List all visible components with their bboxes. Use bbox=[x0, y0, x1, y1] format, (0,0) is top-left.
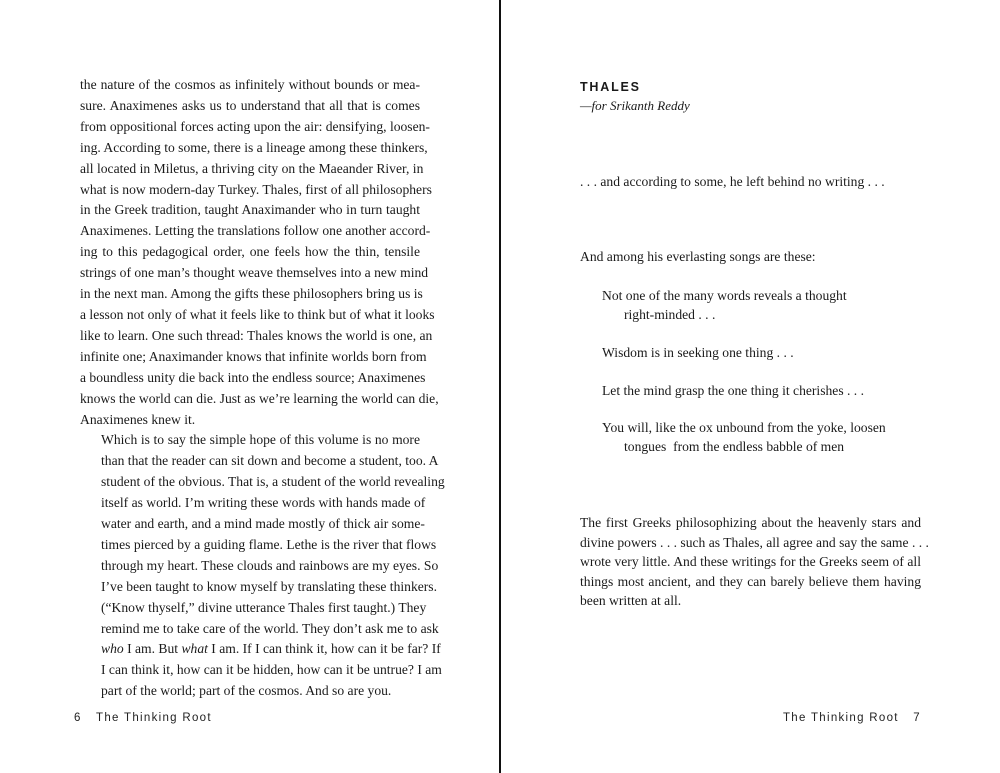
essay-body bbox=[80, 75, 445, 702]
song-2: Wisdom is in seeking one thing . . . bbox=[602, 345, 794, 360]
paragraph-2 bbox=[80, 430, 445, 702]
song-1-line-2: right-minded . . . bbox=[624, 307, 716, 322]
page-number: 6 bbox=[74, 712, 82, 724]
closing-paragraph bbox=[580, 513, 929, 611]
running-title: The Thinking Root bbox=[96, 712, 212, 724]
epigraph: . . . and according to some, he left behind no writing . . . bbox=[580, 174, 885, 189]
dedication: —for Srikanth Reddy bbox=[580, 98, 690, 113]
folio-left bbox=[64, 712, 212, 724]
paragraph-1 bbox=[80, 75, 439, 430]
folio-right bbox=[783, 712, 921, 724]
text-line: Which is to say the simple hope of this volume is no more bbox=[101, 432, 420, 448]
right-page bbox=[501, 0, 1000, 773]
text-line: knows the world can die. Just as we’re learning the world can die, bbox=[80, 390, 439, 406]
text-line: divine powers . . . such as Thales, all agree and say the same . . . bbox=[580, 534, 929, 550]
text-line: been written at all. bbox=[580, 593, 682, 608]
text-line: in the Greek tradition, taught Anaximander who in turn taught bbox=[80, 202, 420, 218]
text-line: the nature of the cosmos as infinitely without bounds or mea- bbox=[80, 77, 420, 92]
song-4-line-1: You will, like the ox unbound from the yoke, loosen bbox=[602, 420, 886, 435]
text-line: like to learn. One such thread: Thales knows the world is one, an bbox=[80, 327, 433, 343]
page-number: 7 bbox=[913, 712, 921, 724]
song-3: Let the mind grasp the one thing it cherishes . . . bbox=[602, 383, 864, 398]
text-line: (“Know thyself,” divine utterance Thales first taught.) They bbox=[101, 599, 427, 615]
text-line: all located in Miletus, a thriving city on the Maeander River, in bbox=[80, 160, 424, 176]
text-line-italic: who I am. But what I am. If I can think it, how can it be far? If bbox=[101, 641, 441, 657]
running-title: The Thinking Root bbox=[782, 712, 899, 724]
text-line: sure. Anaximenes asks us to understand that all that is comes bbox=[80, 97, 420, 113]
text-line: I’ve been taught to know myself by translating these thinkers. bbox=[101, 578, 437, 594]
text-line: a boundless unity die back into the endless source; Anaximenes bbox=[80, 369, 426, 385]
text-line: The first Greeks philosophizing about the heavenly stars and bbox=[580, 515, 921, 530]
text-line: ing to this pedagogical order, one feels how the thin, tensile bbox=[80, 244, 420, 260]
text-line: wrote very little. And these writings for the Greeks seem of all bbox=[580, 554, 921, 569]
text-line: I can think it, how can it be hidden, how can it be untrue? I am bbox=[101, 662, 442, 678]
text-line: Anaximenes. Letting the translations follow one another accord- bbox=[80, 223, 431, 239]
text-line: remind me to take care of the world. They don’t ask me to ask bbox=[101, 620, 439, 636]
text-line: student of the obvious. That is, a student of the world revealing bbox=[101, 474, 445, 490]
text-line: than that the reader can sit down and become a student, too. A bbox=[101, 453, 439, 469]
poem-title: THALES bbox=[580, 80, 641, 94]
text-line: Anaximenes knew it. bbox=[80, 411, 196, 427]
text-line: what is now modern-day Turkey. Thales, first of all philosophers bbox=[80, 181, 432, 197]
text-line: ing. According to some, there is a lineage among these thinkers, bbox=[80, 139, 428, 155]
text-line: times pierced by a guiding flame. Lethe is the river that flows bbox=[101, 536, 437, 552]
text-line: from oppositional forces acting upon the air: densifying, loosen- bbox=[80, 118, 430, 134]
text-line: part of the world; part of the cosmos. And so are you. bbox=[101, 683, 392, 699]
italic-who: who bbox=[101, 641, 124, 657]
text-line: through my heart. These clouds and rainbows are my eyes. So bbox=[101, 557, 439, 573]
song-1-line-1: Not one of the many words reveals a thought bbox=[602, 288, 847, 303]
song-4-line-2: tongues from the endless babble of men bbox=[624, 439, 845, 454]
text-line: itself as world. I’m writing these words with hands made of bbox=[101, 495, 426, 511]
text-line: strings of one man’s thought weave themselves into a new mind bbox=[80, 265, 429, 281]
text-line: water and earth, and a mind made mostly of thick air some- bbox=[101, 516, 425, 532]
text-line: things most ancient, and they can barely believe them having bbox=[580, 573, 921, 589]
intro-line: And among his everlasting songs are these: bbox=[580, 249, 816, 264]
text-line: in the next man. Among the gifts these philosophers bring us is bbox=[80, 286, 423, 302]
italic-what: what bbox=[181, 641, 208, 657]
text-line: a lesson not only of what it feels like to think but of what it looks bbox=[80, 306, 435, 322]
text-line: infinite one; Anaximander knows that infinite worlds born from bbox=[80, 348, 427, 364]
